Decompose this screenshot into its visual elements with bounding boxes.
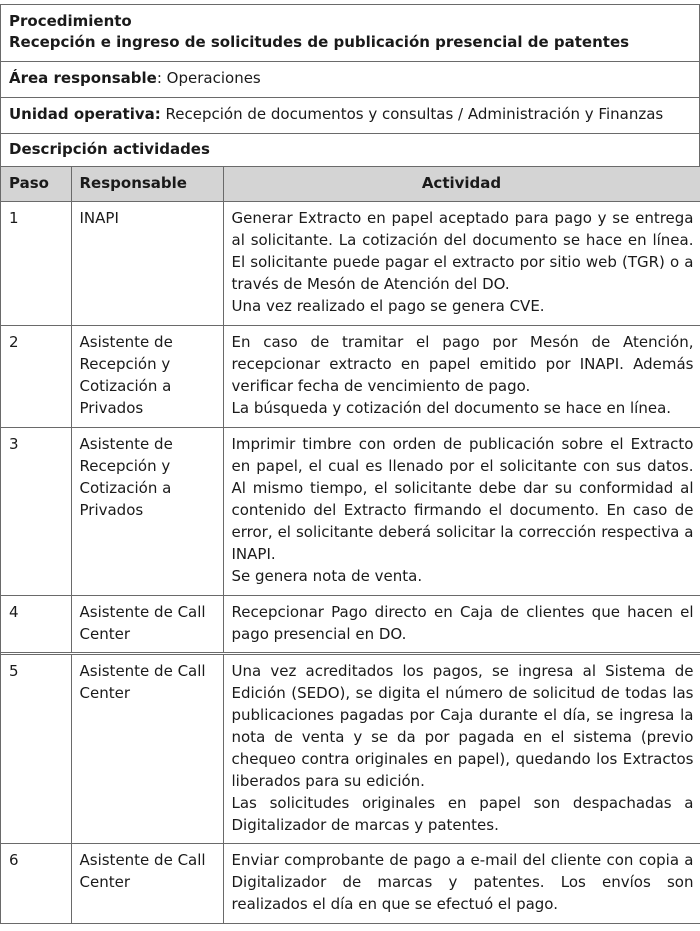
activity-cell <box>223 653 700 843</box>
unit-label: Unidad operativa: <box>9 105 161 123</box>
activity-extra: Una vez realizado el pago se genera CVE. <box>231 296 545 315</box>
table-row <box>1 843 700 923</box>
table-row <box>1 595 700 653</box>
activity-text: Enviar comprobante de pago a e-mail del cliente con copia a Digitalizador de marcas y patentes. Los envíos son realizados el día en que se efectuó el pago. <box>231 850 694 913</box>
activity-cell <box>223 325 700 427</box>
table-row <box>1 653 700 843</box>
activity-cell <box>223 427 700 595</box>
activity-extra: Se genera nota de venta. <box>231 566 423 585</box>
activity-cell <box>223 201 700 325</box>
responsible-cell: Asistente de Recepción y Cotización a Privados <box>71 427 223 595</box>
column-header-responsible: Responsable <box>71 167 223 201</box>
activities-heading: Descripción actividades <box>1 134 700 167</box>
activity-text: Recepcionar Pago directo en Caja de clientes que hacen el pago presencial en DO. <box>231 602 694 643</box>
activity-extra: La búsqueda y cotización del documento se hace en línea. <box>231 398 672 417</box>
activity-extra: Las solicitudes originales en papel son despachadas a Digitalizador de marcas y patentes. <box>231 793 694 834</box>
activity-cell <box>223 595 700 653</box>
procedure-document <box>0 4 700 924</box>
step-number: 3 <box>1 427 71 595</box>
responsible-cell: Asistente de Call Center <box>71 843 223 923</box>
activity-cell <box>223 843 700 923</box>
table-row <box>1 427 700 595</box>
responsible-cell: Asistente de Call Center <box>71 595 223 653</box>
column-header-activity: Actividad <box>223 167 700 201</box>
activity-text: Una vez acreditados los pagos, se ingresa al Sistema de Edición (SEDO), se digita el número de solicitud de todas las publicaciones pagadas por Caja durante el día, se ingresa la nota de venta y se da por pagada en el sistema (previo chequeo contra originales en papel), quedando los Extractos liberados para su edición. <box>231 661 694 790</box>
area-value: : Operaciones <box>156 69 261 87</box>
step-number: 1 <box>1 201 71 325</box>
responsible-cell: Asistente de Call Center <box>71 653 223 843</box>
area-row <box>1 62 700 98</box>
activity-text: En caso de tramitar el pago por Mesón de Atención, recepcionar extracto en papel emitido por INAPI. Además verificar fecha de vencimiento de pago. <box>231 332 694 395</box>
activity-text: Imprimir timbre con orden de publicación sobre el Extracto en papel, el cual es llenado por el solicitante con sus datos. Al mismo tiempo, el solicitante debe dar su conformidad al contenido del Extracto firmando el documento. En caso de error, el solicitante deberá solicitar la corrección respectiva a INAPI. <box>231 434 694 563</box>
unit-row <box>1 98 700 134</box>
step-number: 2 <box>1 325 71 427</box>
table-header-row <box>1 167 700 201</box>
procedure-header <box>1 5 700 62</box>
activity-text: Generar Extracto en papel aceptado para pago y se entrega al solicitante. La cotización del documento se hace en línea. El solicitante puede pagar el extracto por sitio web (TGR) o a través de Mesón de Atención del DO. <box>231 208 694 293</box>
table-row <box>1 325 700 427</box>
step-number: 4 <box>1 595 71 653</box>
procedure-label: Procedimiento <box>9 12 132 30</box>
responsible-cell: INAPI <box>71 201 223 325</box>
column-header-step: Paso <box>1 167 71 201</box>
activities-table <box>1 167 700 924</box>
step-number: 5 <box>1 653 71 843</box>
procedure-title: Recepción e ingreso de solicitudes de publicación presencial de patentes <box>9 33 630 51</box>
responsible-cell: Asistente de Recepción y Cotización a Privados <box>71 325 223 427</box>
area-label: Área responsable <box>9 69 157 87</box>
unit-value: Recepción de documentos y consultas / Administración y Finanzas <box>160 105 664 123</box>
step-number: 6 <box>1 843 71 923</box>
table-row <box>1 201 700 325</box>
